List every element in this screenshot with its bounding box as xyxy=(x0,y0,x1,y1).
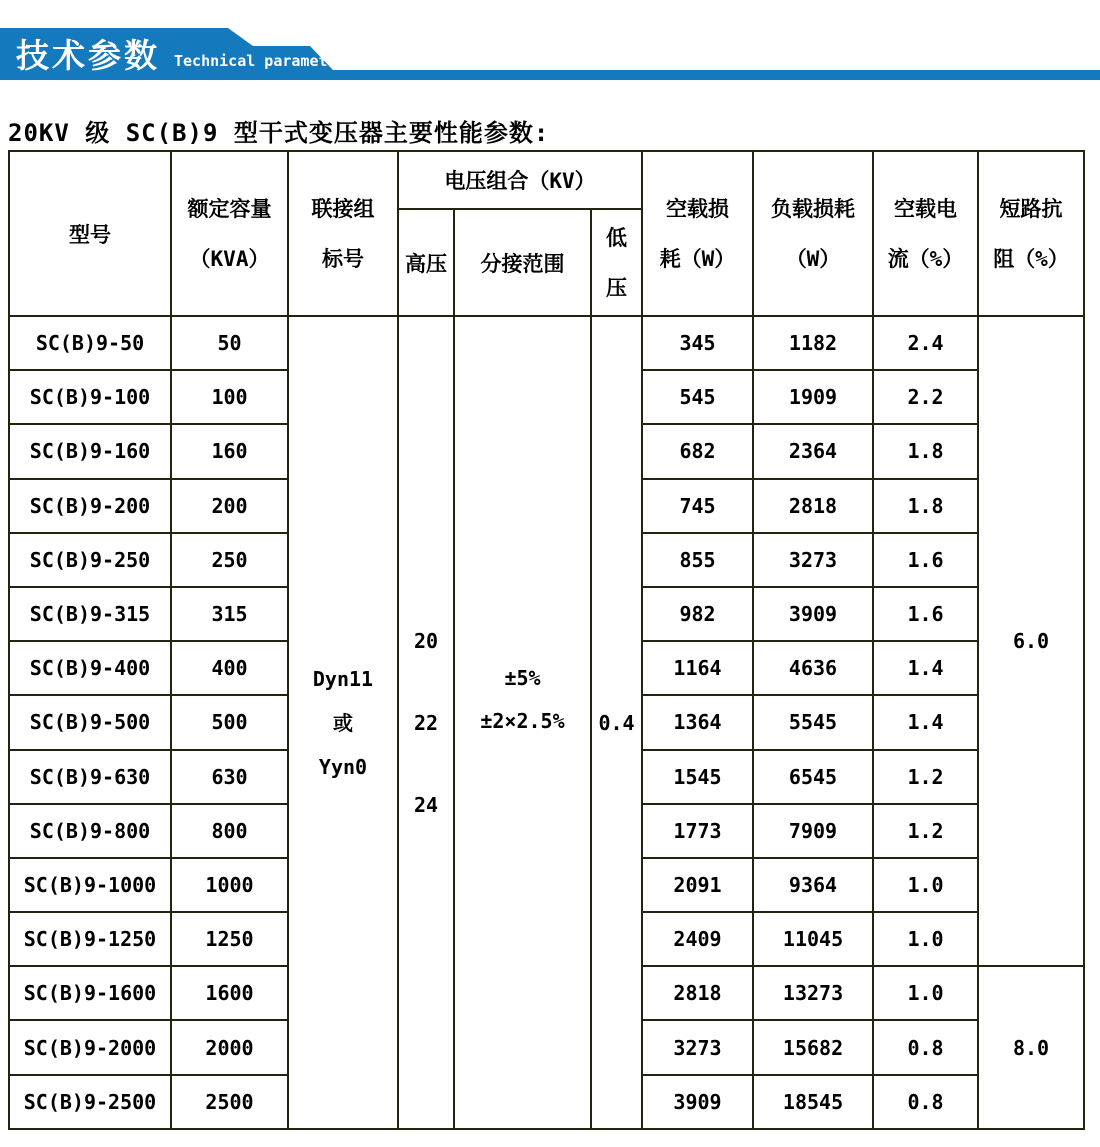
hv-value-3: 24 xyxy=(413,792,439,817)
header-impedance-line2: 阻（%） xyxy=(993,246,1069,271)
current-cell: 1.6 xyxy=(873,587,978,641)
header-vector-group-line1: 联接组 xyxy=(311,196,375,221)
banner-title-en: Technical parameter xyxy=(174,52,346,70)
model-cell: SC(B)9-400 xyxy=(9,641,171,695)
no-load-loss-cell: 855 xyxy=(642,533,753,587)
current-cell: 1.0 xyxy=(873,858,978,912)
current-cell: 2.2 xyxy=(873,370,978,424)
header-impedance xyxy=(978,151,1084,316)
load-loss-cell: 1909 xyxy=(753,370,873,424)
current-cell: 1.8 xyxy=(873,424,978,478)
model-cell: SC(B)9-2500 xyxy=(9,1075,171,1129)
load-loss-cell: 13273 xyxy=(753,966,873,1020)
no-load-loss-cell: 682 xyxy=(642,424,753,478)
model-cell: SC(B)9-200 xyxy=(9,479,171,533)
impedance-bottom-cell: 8.0 xyxy=(978,966,1084,1129)
no-load-loss-cell: 982 xyxy=(642,587,753,641)
capacity-cell: 315 xyxy=(171,587,288,641)
capacity-cell: 500 xyxy=(171,695,288,749)
load-loss-cell: 11045 xyxy=(753,912,873,966)
header-load-loss-line1: 负载损耗 xyxy=(771,196,856,221)
tap-range-cell xyxy=(454,316,591,1129)
capacity-cell: 50 xyxy=(171,316,288,370)
header-vector-group-line2: 标号 xyxy=(322,246,364,271)
table-body xyxy=(9,316,1084,1129)
header-no-load-loss-line2: 耗（W） xyxy=(659,246,736,271)
header-no-load-loss-line1: 空载损 xyxy=(666,196,730,221)
no-load-loss-cell: 2091 xyxy=(642,858,753,912)
current-cell: 1.2 xyxy=(873,804,978,858)
capacity-cell: 400 xyxy=(171,641,288,695)
load-loss-cell: 3273 xyxy=(753,533,873,587)
no-load-loss-cell: 2818 xyxy=(642,966,753,1020)
header-tap-range: 分接范围 xyxy=(454,209,591,316)
banner xyxy=(0,0,1100,82)
load-loss-cell: 15682 xyxy=(753,1020,873,1074)
capacity-cell: 800 xyxy=(171,804,288,858)
header-model: 型号 xyxy=(9,151,171,316)
table-row xyxy=(9,316,1084,370)
model-cell: SC(B)9-1600 xyxy=(9,966,171,1020)
tap-range-values xyxy=(455,657,590,743)
no-load-loss-cell: 1545 xyxy=(642,750,753,804)
table-header xyxy=(9,151,1084,316)
tap-range-line1: ±5% xyxy=(504,665,541,690)
hv-cell xyxy=(398,316,454,1129)
spec-table xyxy=(8,150,1085,1130)
capacity-cell: 200 xyxy=(171,479,288,533)
header-row-1 xyxy=(9,151,1084,209)
capacity-cell: 250 xyxy=(171,533,288,587)
no-load-loss-cell: 545 xyxy=(642,370,753,424)
header-impedance-line1: 短路抗 xyxy=(999,196,1063,221)
no-load-loss-cell: 3273 xyxy=(642,1020,753,1074)
no-load-loss-cell: 345 xyxy=(642,316,753,370)
header-hv: 高压 xyxy=(398,209,454,316)
capacity-cell: 1250 xyxy=(171,912,288,966)
header-lv xyxy=(591,209,642,316)
no-load-loss-cell: 3909 xyxy=(642,1075,753,1129)
load-loss-cell: 1182 xyxy=(753,316,873,370)
current-cell: 1.8 xyxy=(873,479,978,533)
header-lv-line1: 低 xyxy=(606,225,627,250)
tap-range-line2: ±2×2.5% xyxy=(480,708,565,733)
header-lv-line2: 压 xyxy=(606,275,627,300)
impedance-top-cell: 6.0 xyxy=(978,316,1084,966)
load-loss-cell: 7909 xyxy=(753,804,873,858)
no-load-loss-cell: 1773 xyxy=(642,804,753,858)
header-load-loss-line2: （W） xyxy=(785,246,841,271)
current-cell: 2.4 xyxy=(873,316,978,370)
header-no-load-current-line2: 流（%） xyxy=(887,246,964,271)
capacity-cell: 100 xyxy=(171,370,288,424)
model-cell: SC(B)9-160 xyxy=(9,424,171,478)
vector-group-line1: Dyn11 xyxy=(312,666,374,691)
vector-group-cell xyxy=(288,316,398,1129)
model-cell: SC(B)9-500 xyxy=(9,695,171,749)
current-cell: 1.0 xyxy=(873,966,978,1020)
model-cell: SC(B)9-2000 xyxy=(9,1020,171,1074)
header-no-load-current-line1: 空载电 xyxy=(894,196,958,221)
header-load-loss xyxy=(753,151,873,316)
no-load-loss-cell: 1364 xyxy=(642,695,753,749)
header-no-load-current xyxy=(873,151,978,316)
banner-shape xyxy=(0,0,1100,82)
header-no-load-loss xyxy=(642,151,753,316)
load-loss-cell: 18545 xyxy=(753,1075,873,1129)
capacity-cell: 630 xyxy=(171,750,288,804)
hv-value-1: 20 xyxy=(413,628,439,653)
header-voltage-combo: 电压组合（KV） xyxy=(398,151,642,209)
model-cell: SC(B)9-250 xyxy=(9,533,171,587)
banner-title-cn: 技术参数 xyxy=(16,36,160,75)
current-cell: 1.4 xyxy=(873,641,978,695)
current-cell: 1.2 xyxy=(873,750,978,804)
table-title: 20KV 级 SC(B)9 型干式变压器主要性能参数: xyxy=(8,119,550,147)
model-cell: SC(B)9-1000 xyxy=(9,858,171,912)
capacity-cell: 1600 xyxy=(171,966,288,1020)
hv-value-2: 22 xyxy=(413,710,439,735)
current-cell: 1.6 xyxy=(873,533,978,587)
header-vector-group xyxy=(288,151,398,316)
load-loss-cell: 5545 xyxy=(753,695,873,749)
current-cell: 1.4 xyxy=(873,695,978,749)
model-cell: SC(B)9-630 xyxy=(9,750,171,804)
model-cell: SC(B)9-1250 xyxy=(9,912,171,966)
lv-cell: 0.4 xyxy=(591,316,642,1129)
capacity-cell: 2500 xyxy=(171,1075,288,1129)
model-cell: SC(B)9-315 xyxy=(9,587,171,641)
load-loss-cell: 2364 xyxy=(753,424,873,478)
model-cell: SC(B)9-800 xyxy=(9,804,171,858)
load-loss-cell: 4636 xyxy=(753,641,873,695)
vector-group-line3: Yyn0 xyxy=(318,754,368,779)
header-capacity xyxy=(171,151,288,316)
load-loss-cell: 6545 xyxy=(753,750,873,804)
header-capacity-line1: 额定容量 xyxy=(187,196,272,221)
capacity-cell: 1000 xyxy=(171,858,288,912)
current-cell: 1.0 xyxy=(873,912,978,966)
model-cell: SC(B)9-50 xyxy=(9,316,171,370)
current-cell: 0.8 xyxy=(873,1075,978,1129)
no-load-loss-cell: 2409 xyxy=(642,912,753,966)
load-loss-cell: 9364 xyxy=(753,858,873,912)
header-capacity-line2: （KVA） xyxy=(189,246,270,271)
load-loss-cell: 3909 xyxy=(753,587,873,641)
capacity-cell: 2000 xyxy=(171,1020,288,1074)
model-cell: SC(B)9-100 xyxy=(9,370,171,424)
capacity-cell: 160 xyxy=(171,424,288,478)
vector-group-line2: 或 xyxy=(333,710,353,735)
no-load-loss-cell: 745 xyxy=(642,479,753,533)
current-cell: 0.8 xyxy=(873,1020,978,1074)
banner-ribbon-polygon xyxy=(0,28,1100,80)
no-load-loss-cell: 1164 xyxy=(642,641,753,695)
load-loss-cell: 2818 xyxy=(753,479,873,533)
